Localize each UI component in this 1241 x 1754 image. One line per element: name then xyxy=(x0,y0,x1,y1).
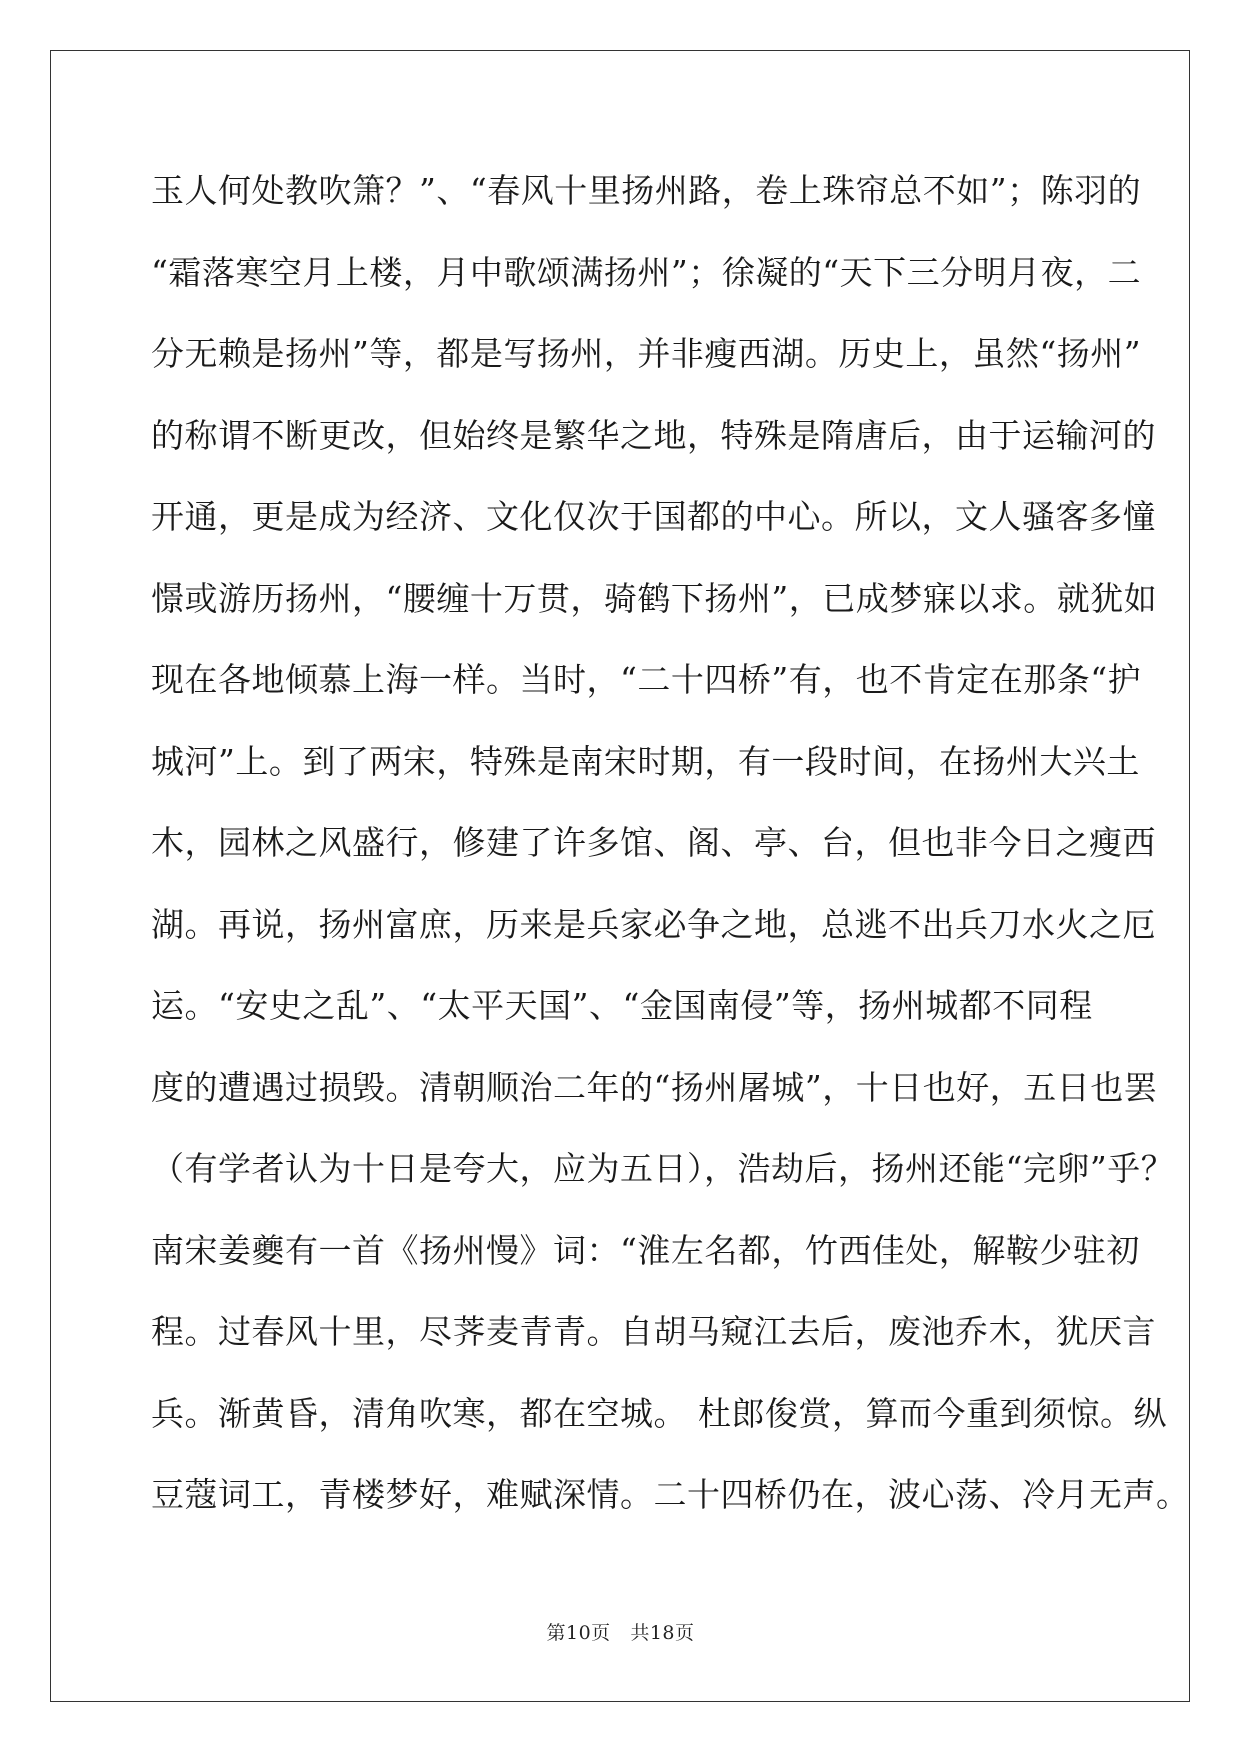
text-line: 玉人何处教吹箫？”、“春风十里扬州路，卷上珠帘总不如”；陈羽的 xyxy=(151,171,1142,210)
text-line: 开通，更是成为经济、文化仅次于国都的中心。所以，文人骚客多憧 xyxy=(151,497,1156,536)
footer-separator xyxy=(611,1622,631,1644)
text-line: 现在各地倾慕上海一样。当时，“二十四桥”有，也不肯定在那条“护 xyxy=(151,660,1142,699)
text-line: 度的遭遇过损毁。清朝顺治二年的“扬州屠城”，十日也好，五日也罢 xyxy=(151,1067,1158,1107)
page-footer xyxy=(0,1621,1241,1645)
text-line: 兵。渐黄昏，清角吹寒，都在空城。 杜郎俊赏，算而今重到须惊。纵 xyxy=(151,1393,1167,1433)
text-line: 木，园林之风盛行，修建了许多馆、阁、亭、台，但也非今日之瘦西 xyxy=(151,823,1156,862)
text-line: 豆蔻词工，青楼梦好，难赋深情。二十四桥仍在，波心荡、冷月无声。 xyxy=(151,1475,1190,1514)
text-line: 南宋姜夔有一首《扬州慢》词：“淮左名都，竹西佳处，解鞍少驻初 xyxy=(151,1230,1140,1270)
text-line: “霜落寒空月上楼，月中歌颂满扬州”；徐凝的“天下三分明月夜，二 xyxy=(151,252,1142,292)
text-line: （有学者认为十日是夸大，应为五日），浩劫后，扬州还能“完卵”乎？ xyxy=(151,1149,1175,1188)
text-line: 湖。再说，扬州富庶，历来是兵家必争之地，总逃不出兵刀水火之厄 xyxy=(151,904,1156,944)
current-page-number: 第10页 xyxy=(546,1622,611,1644)
text-line: 的称谓不断更改，但始终是繁华之地，特殊是隋唐后，由于运输河的 xyxy=(151,415,1156,455)
text-line: 城河”上。到了两宋，特殊是南宋时期，有一段时间，在扬州大兴土 xyxy=(151,741,1140,781)
total-pages: 共18页 xyxy=(630,1622,695,1644)
text-line: 憬或游历扬州，“腰缠十万贯，骑鹤下扬州”，已成梦寐以求。就犹如 xyxy=(151,578,1158,618)
text-line: 分无赖是扬州”等，都是写扬州，并非瘦西湖。历史上，虽然“扬州” xyxy=(151,334,1142,373)
text-line: 运。“安史之乱”、“太平天国”、“金国南侵”等，扬州城都不同程 xyxy=(151,986,1093,1025)
document-body xyxy=(151,162,1190,1548)
text-line: 程。过春风十里，尽荠麦青青。自胡马窥江去后，废池乔木，犹厌言 xyxy=(151,1312,1156,1351)
